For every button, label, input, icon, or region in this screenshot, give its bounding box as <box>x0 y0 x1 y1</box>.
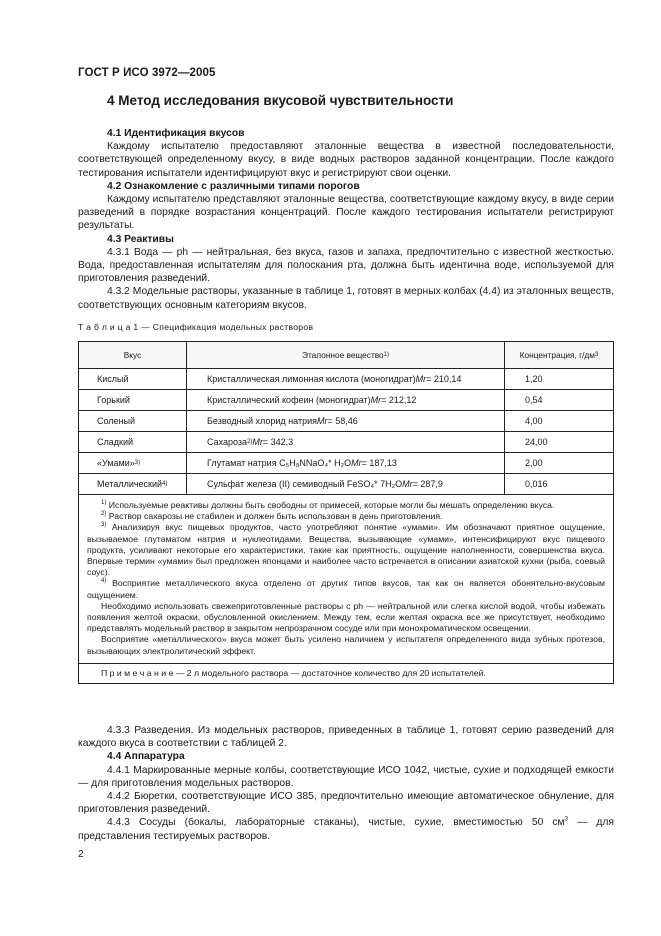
cell-concentration: 24,00 <box>525 437 548 447</box>
subsection-title-4-1: 4.1 Идентификация вкусов <box>107 128 245 139</box>
table-row <box>79 474 613 495</box>
cell-substance: Сахароза 2) Mr = 342,3 <box>187 432 505 452</box>
cell-taste: Горький <box>79 390 187 410</box>
cell-substance: Сульфат железа (II) семиводный FeSO₄* 7H₂O Mr = 287,9 <box>187 474 505 494</box>
cell-taste: Сладкий <box>79 432 187 452</box>
footnote-4: $^{4)}$ Восприятие металлического вкуса отделено от других типов вкусов, так как он является обонятельно-вкусовым ощущением. <box>87 578 605 600</box>
paragraph-4-4-3: 4.4.3 Сосуды (бокалы, лабораторные стаканы), чистые, сухие, вместимостью 50 $см^3$ — для представления тестируемых растворов. <box>78 817 614 842</box>
table-notes <box>79 495 613 683</box>
cell-taste: «Умами» 3) <box>79 453 187 473</box>
table-caption: Т а б л и ц а 1 — Спецификация модельных растворов <box>78 322 314 332</box>
subsection-title-4-2: 4.2 Ознакомление с различными типами порогов <box>107 180 360 192</box>
cell-substance: Кристаллическая лимонная кислота (моногидрат) Mr = 210,14 <box>187 369 505 389</box>
table-row <box>79 369 613 390</box>
footnote-1: $^{1)}$ Используемые реактивы должны быть свободны от примесей, которые могли бы мешать определению вкуса. <box>101 500 555 510</box>
cell-substance: Глутамат натрия C₅H₈NNaO₄* H₂O Mr = 187,13 <box>187 453 505 473</box>
paragraph-4-2: Каждому испытателю представляют эталонные вещества, соответствующие каждому вкусу, в виде серии разведений в порядке возрастания концентраций. После каждого тестирования испытатели регистрируют результаты. <box>78 194 614 232</box>
header-substance: Эталонное вещество 1) <box>187 342 505 368</box>
subsection-title-4-3: 4.3 Реактивы <box>107 233 174 245</box>
section-lower <box>78 724 614 843</box>
section-4-1 <box>78 127 614 312</box>
paragraph-4-4-1: 4.4.1 Маркированные мерные колбы, соответствующие ИСО 1042, чистые, сухие и подходящей емкости — для приготовления модельных растворов. <box>78 764 614 789</box>
document-header: ГОСТ Р ИСО 3972—2005 <box>78 67 216 79</box>
footnote-2: $^{2)}$ Раствор сахарозы не стабилен и должен быть использован в день приготовления. <box>101 511 443 522</box>
cell-concentration: 2,00 <box>525 458 543 468</box>
table-1 <box>78 341 614 684</box>
page-number: 2 <box>78 849 84 860</box>
cell-concentration: 0,54 <box>525 395 543 405</box>
cell-taste: Кислый <box>79 369 187 389</box>
cell-concentration: 4,00 <box>525 416 543 426</box>
table-note: П р и м е ч а н и е — 2 л модельного раствора — достаточное количество для 20 испытателей. <box>79 663 613 683</box>
section-title: 4 Метод исследования вкусовой чувствительности <box>107 93 454 108</box>
footnote-3: $^{3)}$ Анализируя вкус пищевых продуктов, часто употребляют понятие «умами». Им обозначают приятное ощущение, вызываемое глутаматом натрия и нуклеотидами. Вещества, вызывающие «умами», интенсифицируют вкус пищевого продукта, усиливают некоторые его характеристики, такие как приятность, ощущение наполненности, совершенства вкуса. Впервые термин «умами» был предложен японцами и наиболее часто встречается в описании азиатской кухни (рыба, соевый соус). <box>87 522 605 578</box>
cell-concentration: 1,20 <box>525 374 543 384</box>
table-extra-1: Необходимо использовать свежеприготовленные растворы с ph — нейтральной или слегка кислой водой, чтобы избежать появления желтой окраски, обусловленной окислением. Между тем, если желтая окраска все же присутствует, необходимо представлять модельный раствор в закрытом непрозрачном сосуде или при монохроматическом освещении. <box>87 600 605 634</box>
subsection-title-4-4: 4.4 Аппаратура <box>107 751 185 763</box>
cell-taste: Металлический 4) <box>79 474 187 494</box>
table-extra-2: Восприятие «металлического» вкуса может быть усилено наличием у испытателя определенного вида зубных протезов, вызывающих электролитический эффект. <box>87 634 605 656</box>
header-taste: Вкус <box>79 342 187 368</box>
cell-substance: Кристаллический кофеин (моногидрат) Mr = 212,12 <box>187 390 505 410</box>
table-row <box>79 432 613 453</box>
header-concentration: Концентрация, г/дм 3 <box>519 350 599 360</box>
cell-concentration: 0,016 <box>525 479 548 489</box>
table-header-row <box>79 342 613 369</box>
paragraph-4-3-1: 4.3.1 Вода — ph — нейтральная, без вкуса, газов и запаха, предпочтительно с известной жесткостью. Вода, предоставленная испытателям для полоскания рта, должна быть идентична воде, используемой для приготовления разведений. <box>78 246 614 285</box>
table-row <box>79 390 613 411</box>
table-row <box>79 453 613 474</box>
cell-substance: Безводный хлорид натрия Mr = 58,46 <box>187 411 505 431</box>
paragraph-4-4-2: 4.4.2 Бюретки, соответствующие ИСО 385, предпочтительно имеющие автоматическое обнуление, для приготовления разведений. <box>78 791 614 816</box>
paragraph-4-1: Каждому испытателю предоставляют эталонные вещества в известной последовательности, соответствующей определенному вкусу, в виде водных растворов заданной концентрации. После каждого тестирования испытатели идентифицируют вкус и регистрируют свои оценки. <box>78 141 614 179</box>
cell-taste: Соленый <box>79 411 187 431</box>
paragraph-4-3-3: 4.3.3 Разведения. Из модельных растворов, приведенных в таблице 1, готовят серию разведений для каждого вкуса в соответствии с таблицей 2. <box>78 725 614 750</box>
table-row <box>79 411 613 432</box>
paragraph-4-3-2: 4.3.2 Модельные растворы, указанные в таблице 1, готовят в мерных колбах (4.4) из эталонных веществ, соответствующих основным категориям вкусов. <box>78 286 614 311</box>
